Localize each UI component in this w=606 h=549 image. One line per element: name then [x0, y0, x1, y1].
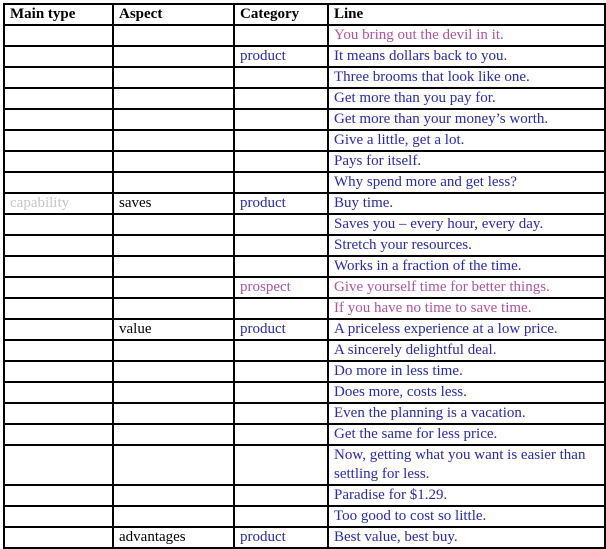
cell-line: Get more than your money’s worth. — [328, 109, 605, 130]
column-header-main-type: Main type — [4, 4, 113, 25]
cell-aspect — [113, 235, 234, 256]
cell-aspect — [113, 151, 234, 172]
table-row — [4, 382, 605, 403]
cell-category: product — [234, 46, 328, 67]
cell-main-type — [4, 403, 113, 424]
cell-main-type — [4, 109, 113, 130]
cell-line: Pays for itself. — [328, 151, 605, 172]
cell-line: Buy time. — [328, 193, 605, 214]
cell-main-type — [4, 527, 113, 548]
column-header-category: Category — [234, 4, 328, 25]
table-row — [4, 193, 605, 214]
cell-line: Too good to cost so little. — [328, 506, 605, 527]
cell-category — [234, 361, 328, 382]
cell-main-type — [4, 172, 113, 193]
cell-aspect — [113, 256, 234, 277]
table-row — [4, 88, 605, 109]
table-row — [4, 25, 605, 46]
cell-category — [234, 214, 328, 235]
table-row — [4, 277, 605, 298]
cell-main-type — [4, 214, 113, 235]
cell-aspect — [113, 46, 234, 67]
cell-category — [234, 130, 328, 151]
cell-line: Give yourself time for better things. — [328, 277, 605, 298]
cell-aspect — [113, 382, 234, 403]
cell-category — [234, 235, 328, 256]
cell-main-type — [4, 88, 113, 109]
cell-aspect — [113, 506, 234, 527]
cell-line: Does more, costs less. — [328, 382, 605, 403]
cell-aspect — [113, 298, 234, 319]
cell-category: product — [234, 193, 328, 214]
table-row — [4, 172, 605, 193]
column-header-aspect: Aspect — [113, 4, 234, 25]
cell-line: If you have no time to save time. — [328, 298, 605, 319]
cell-aspect — [113, 424, 234, 445]
cell-category — [234, 298, 328, 319]
cell-category — [234, 340, 328, 361]
table-row — [4, 403, 605, 424]
cell-category — [234, 25, 328, 46]
table-row — [4, 235, 605, 256]
cell-aspect — [113, 214, 234, 235]
cell-category — [234, 382, 328, 403]
cell-category — [234, 424, 328, 445]
cell-category: prospect — [234, 277, 328, 298]
cell-aspect: advantages — [113, 527, 234, 548]
cell-main-type: capability — [4, 193, 113, 214]
cell-line: A sincerely delightful deal. — [328, 340, 605, 361]
cell-main-type — [4, 485, 113, 506]
table-row — [4, 485, 605, 506]
cell-line: Now, getting what you want is easier than settling for less. — [328, 445, 605, 485]
cell-line: Give a little, get a lot. — [328, 130, 605, 151]
table-row — [4, 527, 605, 548]
cell-category — [234, 109, 328, 130]
cell-line: Why spend more and get less? — [328, 172, 605, 193]
cell-main-type — [4, 382, 113, 403]
cell-main-type — [4, 361, 113, 382]
cell-line: Paradise for $1.29. — [328, 485, 605, 506]
table-row — [4, 424, 605, 445]
cell-main-type — [4, 46, 113, 67]
cell-line: A priceless experience at a low price. — [328, 319, 605, 340]
cell-line: You bring out the devil in it. — [328, 25, 605, 46]
cell-line: Do more in less time. — [328, 361, 605, 382]
cell-line: Get the same for less price. — [328, 424, 605, 445]
cell-category — [234, 506, 328, 527]
cell-category — [234, 88, 328, 109]
cell-main-type — [4, 151, 113, 172]
cell-main-type — [4, 445, 113, 485]
table-row — [4, 151, 605, 172]
cell-aspect: value — [113, 319, 234, 340]
cell-category — [234, 151, 328, 172]
cell-main-type — [4, 235, 113, 256]
cell-aspect — [113, 340, 234, 361]
cell-category — [234, 67, 328, 88]
cell-aspect — [113, 109, 234, 130]
cell-line: It means dollars back to you. — [328, 46, 605, 67]
table-header-row — [4, 4, 605, 25]
cell-line: Get more than you pay for. — [328, 88, 605, 109]
table-row — [4, 361, 605, 382]
cell-main-type — [4, 256, 113, 277]
cell-line: Even the planning is a vacation. — [328, 403, 605, 424]
cell-main-type — [4, 130, 113, 151]
table-row — [4, 506, 605, 527]
cell-main-type — [4, 424, 113, 445]
cell-aspect — [113, 88, 234, 109]
table-body — [4, 25, 605, 548]
table-row — [4, 340, 605, 361]
cell-main-type — [4, 67, 113, 88]
table-row — [4, 67, 605, 88]
cell-category — [234, 256, 328, 277]
cell-main-type — [4, 319, 113, 340]
cell-main-type — [4, 340, 113, 361]
cell-line: Stretch your resources. — [328, 235, 605, 256]
table-row — [4, 214, 605, 235]
cell-category — [234, 403, 328, 424]
cell-line: Works in a fraction of the time. — [328, 256, 605, 277]
cell-category — [234, 445, 328, 485]
cell-aspect — [113, 361, 234, 382]
table-row — [4, 445, 605, 485]
cell-line: Saves you – every hour, every day. — [328, 214, 605, 235]
cell-category: product — [234, 527, 328, 548]
slogan-table — [3, 3, 606, 549]
table-row — [4, 130, 605, 151]
cell-aspect — [113, 277, 234, 298]
cell-main-type — [4, 298, 113, 319]
cell-aspect: saves — [113, 193, 234, 214]
cell-aspect — [113, 130, 234, 151]
cell-main-type — [4, 25, 113, 46]
column-header-line: Line — [328, 4, 605, 25]
cell-main-type — [4, 506, 113, 527]
cell-main-type — [4, 277, 113, 298]
table-row — [4, 46, 605, 67]
cell-aspect — [113, 485, 234, 506]
cell-line: Three brooms that look like one. — [328, 67, 605, 88]
cell-aspect — [113, 67, 234, 88]
cell-aspect — [113, 445, 234, 485]
cell-aspect — [113, 403, 234, 424]
cell-aspect — [113, 25, 234, 46]
cell-aspect — [113, 172, 234, 193]
table-row — [4, 319, 605, 340]
cell-category: product — [234, 319, 328, 340]
cell-line: Best value, best buy. — [328, 527, 605, 548]
table-row — [4, 109, 605, 130]
cell-category — [234, 172, 328, 193]
table-row — [4, 256, 605, 277]
cell-category — [234, 485, 328, 506]
table-row — [4, 298, 605, 319]
